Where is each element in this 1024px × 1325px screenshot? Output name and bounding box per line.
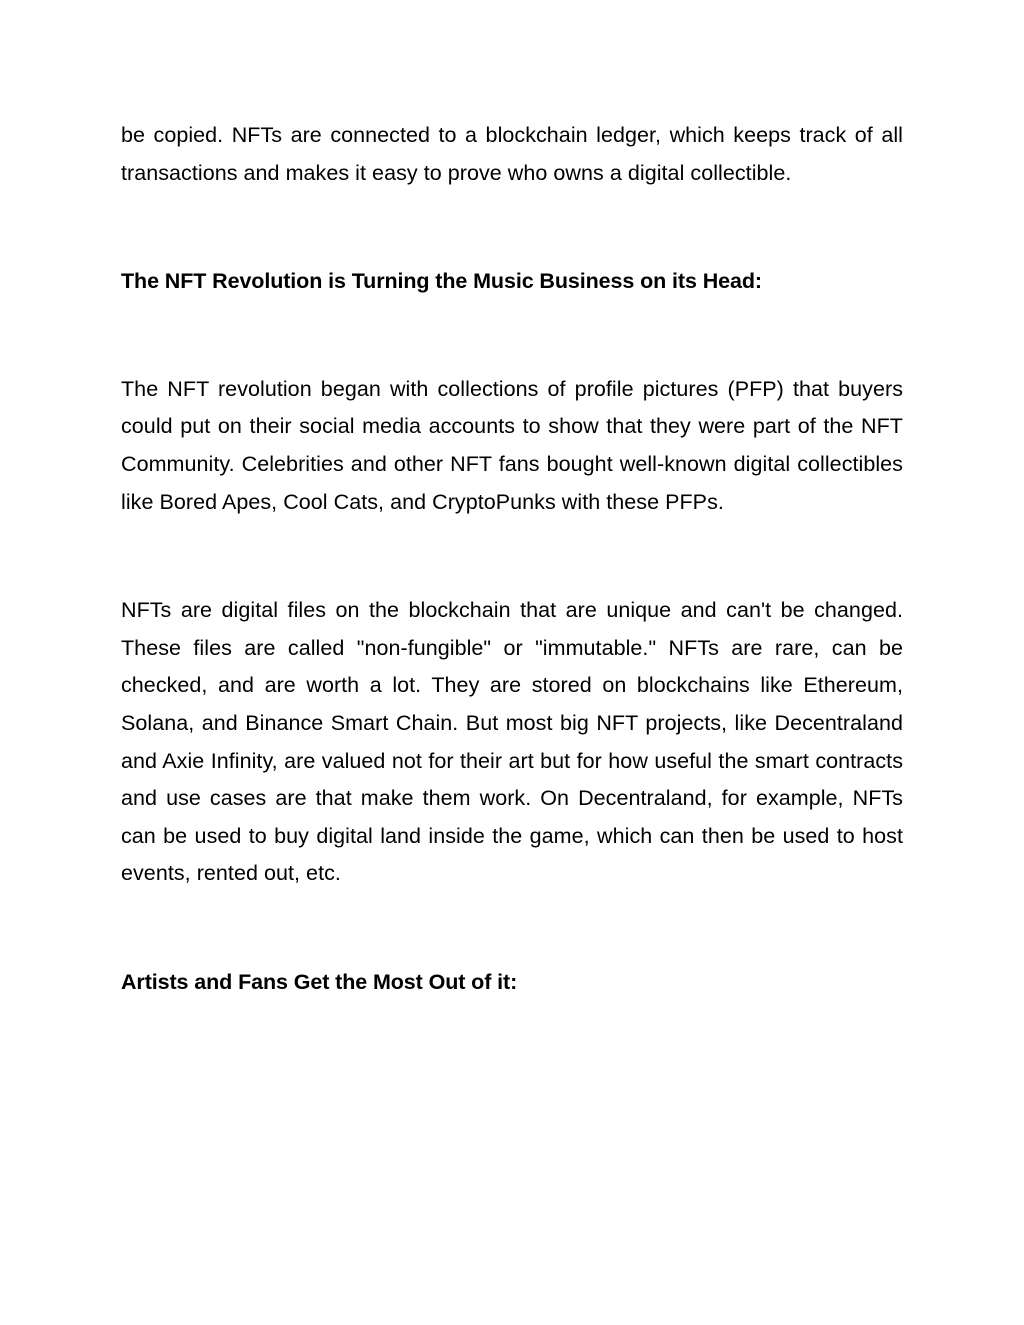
section-heading-nft-revolution: The NFT Revolution is Turning the Music Business on its Head: xyxy=(121,269,762,294)
section-heading-artists-fans: Artists and Fans Get the Most Out of it: xyxy=(121,969,518,994)
intro-paragraph: be copied. NFTs are connected to a blockchain ledger, which keeps track of all transactions and makes it easy to prove who owns a digital collectible. xyxy=(121,123,903,185)
paragraph-pfp-collections: The NFT revolution began with collections of profile pictures (PFP) that buyers could put on their social media accounts to show that they were part of the NFT Community. Celebrities and other NFT fans bought well-known digital collectibles like Bored Apes, Cool Cats, and CryptoPunks with these PFPs. xyxy=(121,376,903,514)
paragraph-nft-definition: NFTs are digital files on the blockchain that are unique and can't be changed. These files are called "non-fungible" or "immutable." NFTs are rare, can be checked, and are worth a lot. They are stored on blockchains like Ethereum, Solana, and Binance Smart Chain. But most big NFT projects, like Decentraland and Axie Infinity, are valued not for their art but for how useful the smart contracts and use cases are that make them work. On Decentraland, for example, NFTs can be used to buy digital land inside the game, which can then be used to host events, rented out, etc. xyxy=(121,598,903,886)
document-body xyxy=(121,117,903,1002)
